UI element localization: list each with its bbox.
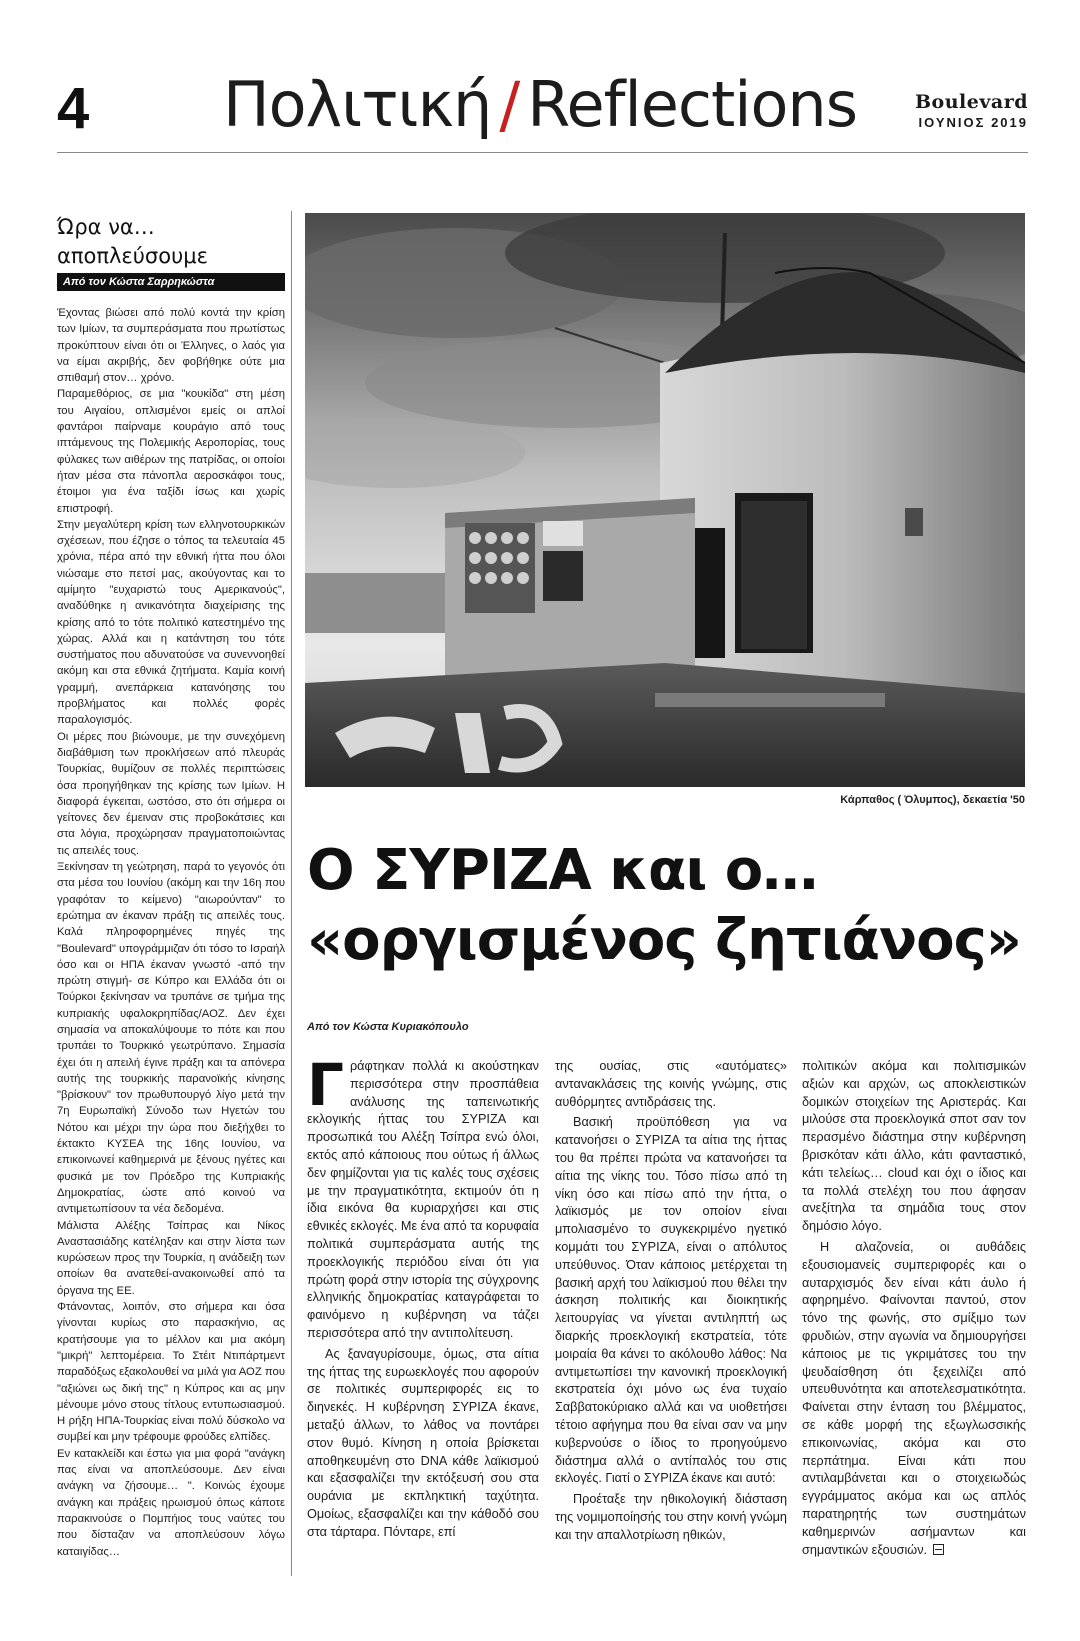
article-paragraph [802,1239,1026,1559]
article-column-2 [555,1058,787,1548]
sidebar-paragraph: Μάλιστα Αλέξης Τσίπρας και Νίκος Αναστασιάδης κατέληξαν και στην λίστα των κυρώσεων προς την Τουρκία, η ανάδειξη των οποίων θα ανατεθεί-ανακοινωθεί από τα όργανα της ΕΕ. [57,1219,285,1297]
sidebar-byline: Από τον Κώστα Σαρρηκώστα [57,273,285,291]
sidebar-paragraph: Φτάνοντας, λοιπόν, στο σήμερα και όσα γίνονται κυρίως στο παρασκήνιο, ας κρατήσουμε για το μέλλον και μια ακόμη "μικρή" λεπτομέρεια. Το Στέιτ Ντιπάρτμεντ παραδόξως εξακολουθεί να μιλά για ΑΟΖ που "αξιώνει ως δική της" η Κύπρος και ας μην μένουμε μόνο στους τίτλους εντυπωσιασμού. Η ρήξη ΗΠΑ-Τουρκίας είναι πολύ δύσκολο να συμβεί και μην τρέφουμε φρούδες ελπίδες. [57,1301,285,1444]
article-paragraph: Βασική προϋπόθεση για να κατανοήσει ο ΣΥΡΙΖΑ τα αίτια της ήττας του θα πρέπει πρώτα να κατανοήσει τα αίτια της νίκης του. Τόσο πίσω από τη νίκη όσο και πίσω από την ήττα, ο λαϊκισμός με τον οποίον είναι μπολιασμένο το συγκεκριμένο ηγετικό κομμάτι του ΣΥΡΙΖΑ, είναι ο απόλυτος υπεύθυνος. Όταν κάποιος μετέρχεται τη βασική αρχή του λαϊκισμού που θέλει την άσκηση πολιτικής και διοικητικής λειτουργίας να γίνεται αντιληπτή ως διαρκής προεκλογική εκστρατεία, τότε μοιραία θα κάνει το ακόλουθο λάθος: Να αντιμετωπίσει την κανονική προεκλογική εκστρατεία όχι μόνο ως ένα τυχαίο Σαββατοκύριακο αλλά και να υιοθετήσει τέτοιο αφήγημα που θα είναι σαν να μην κυβερνούσε ο ίδιος το προηγούμενο διάστημα αλλά ο αντίπαλός του στις εκλογές. Γιατί ο ΣΥΡΙΖΑ έκανε και αυτό: [555,1115,787,1486]
sidebar-paragraph: Εν κατακλείδι και έστω για μια φορά "ανάγκη πας είναι να αποπλεύσουμε. Δεν είναι ανάγκη να ζήσουμε… ". Κοινώς έχουμε ανάγκη και πράξεις ηρωισμού όπως κάποτε παρακινούσε ο Πομπήιος τους ναύτες του που δίσταζαν να αποπλεύσουν λόγω καταιγίδας… [57,1447,285,1558]
article-paragraph: της ουσίας, στις «αυτόματες» αντανακλάσεις της κοινής γνώμης, στις αυθόρμητες αντιδράσεις της. [555,1059,787,1109]
paragraph-text: ράφτηκαν πολλά κι ακούστηκαν περισσότερα στην προσπάθεια ανάλυσης της ταπεινωτικής εκλογικής ήττας του ΣΥΡΙΖΑ και προσωπικά του Αλέξη Τσίπρα ενώ όλοι, εκτός από κάποιους που ούτως ή άλλως δεν φημίζονται για τις καλές τους σχέσεις με την πραγματικότητα, εκτιμούν ότι η ίδια εικόνα θα κυριαρχήσει και στις εθνικές εκλογές. Με ένα από τα κορυφαία πολιτικά συμπεράσματα αυτής της προεκλογικής περιόδου είναι ότι για πρώτη φορά στην ιστορία της σύγχρονης ελληνικής δημοκρατίας καταγράφεται το φαινόμενο η κυβέρνηση να τάζει περισσότερα από την αντιπολίτευση. [307,1059,539,1340]
sidebar-paragraph: Παραμεθόριος, σε μια "κουκίδα" στη μέση του Αιγαίου, οπλισμένοι εμείς οι απλοί φαντάροι παίρναμε κουράγιο από τους ιπτάμενους της Πολεμικής Αεροπορίας, τους φύλακες των αιθέρων της πατρίδας, οι οποίοι ήταν μέσα στα πάνοπλα αεροσκάφοι τους, έτοιμοι για ένα ταξίδι ίσως και χωρίς επιστροφή. [57,388,285,515]
article-paragraph: Ας ξαναγυρίσουμε, όμως, στα αίτια της ήττας της ευρωεκλογές που αφορούν σε πολιτικές συμπεριφορές εις το διηνεκές. Η κυβέρνηση ΣΥΡΙΖΑ έκανε, μεταξύ άλλων, το λάθος να ποντάρει στον θυμό. Κίνηση η οποία βρίσκεται αποθηκευμένη στο DNA κάθε λαϊκισμού και εξασφαλίζει την εκτόξευσή σου στα ουράνια με εκπληκτική ταχύτητα. Ομοίως, εξασφαλίζει και την κάθοδό σου στα τάρταρα. Πόνταρε, επί [307,1346,539,1539]
section-right: Reflections [527,68,858,141]
article-column-3 [802,1058,1026,1562]
photo-caption: Κάρπαθος ( Όλυμπος), δεκαετία '50 [840,794,1025,806]
sidebar-body [57,305,285,1560]
article-paragraph [307,1051,539,1343]
brand-name: Boulevard [915,91,1028,113]
headline-line: Ο ΣΥΡΙΖΑ και ο… [307,838,818,903]
drop-cap: Γ [307,1051,344,1119]
article-column-1 [307,1051,539,1545]
page-number: 4 [57,76,90,141]
paragraph-text: Η αλαζονεία, οι αυθάδεις εξουσιομανείς συμπεριφορές και ο αυταρχισμός δεν είναι κάτι άυλο ή αφηρημένο. Φαίνονται παντού, στον τόνο της φωνής, στο σμίξιμο των φρυδιών, στην αγωνία να δημιουργήσει κάποιος με τις γκριμάτσες του την ψευδαίσθηση ότι ξεχειλίζει από υπευθυνότητα και αποτελεσματικότητα. Φαίνεται στην ένταση του βλέμματος, σε κάθε μορφή της εξωγλωσσικής επικοινωνίας, ακόμα και στο περπάτημα. Είναι κάτι που αντιλαμβάνεται και ο στοιχειωδώς εγγράμματος ακόμα και ως απλός παρατηρητής των συστημάτων καθημερινών ασήμαντων και σημαντικών εξουσιών. [802,1239,1026,1557]
sidebar-article [57,213,285,1560]
issue-date: ΙΟΥΝΙΟΣ 2019 [918,115,1028,130]
section-left: Πολιτική [222,68,492,141]
column-divider [291,211,292,1576]
windmill-photo [305,213,1025,787]
article-paragraph: πολιτικών ακόμα και πολιτισμικών αξιών και αρχών, ως αποκλειστικών δομικών στοιχείων της Αριστεράς. Και μιλούσε στα προεκλογικά σποτ σαν τον περασμένο διάστημα στην κυβέρνηση βρισκόταν κάτι άλλο, κάτι φανταστικό, κάτι τελείως… cloud και όχι ο ίδιος και τα πολλά στελέχη του που άφησαν ανεξίτηλα τα σημάδια τους στον δημόσιο λόγο. [802,1059,1026,1234]
section-separator: / [499,68,520,141]
end-mark-icon [933,1544,944,1555]
sidebar-paragraph: Στην μεγαλύτερη κρίση των ελληνοτουρκικών σχέσεων, που έζησε ο τόπος τα τελευταία 45 χρόνια, πέρα από την εθνική ήττα που όλοι νιώσαμε στο πετσί μας, ακούγοντας και το αμίμητο "ευχαριστώ τους Αμερικανούς", αναδύθηκε η ανικανότητα διαχείρισης της κρίσης από το τότε πολιτικό κατεστημένο της χώρας. Αλλά και η κατάντηση του τότε συστήματος που αδυνατούσε να συνεννοηθεί ακόμη και στα εθνικά ζητήματα. Καμία κοινή γραμμή, ανεπάρκεια κατανόησης του προβλήματος και πολλές φορές παραλογισμός. [57,518,285,727]
article-headline [307,836,1021,976]
header-divider [57,152,1028,153]
sidebar-paragraph: Έχοντας βιώσει από πολύ κοντά την κρίση των Ιμίων, τα συμπεράσματα που πρωτίστως προκύπτουν είναι ότι οι Έλληνες, ο λαός για να είμαι ακριβής, δεν φοβήθηκε ούτε μια σπιθαμή στον… χρόνο. [57,306,285,385]
sidebar-paragraph: Οι μέρες που βιώνουμε, με την συνεχόμενη διαβάθμιση των προκλήσεων από πλευράς Τουρκίας, θυμίζουν σε πολλές περιπτώσεις όσα προηγήθηκαν της κρίσης των Ιμίων. Η διαφορά έγκειται, ωστόσο, στο ότι σήμερα οι γείτονες δεν έμειναν στις προβοκάτσιες και στα λόγια, προχώρησαν πραγματοποιώντας τις απειλές τους. [57,730,285,857]
article-paragraph: Προέταξε την ηθικολογική διάσταση της νομιμοποίησής του στην κοινή γνώμη και την απαλλοτρίωση ηθικών, [555,1492,787,1542]
sidebar-title: Ώρα να… αποπλεύσουμε [57,215,208,268]
masthead [915,91,1028,130]
sidebar-paragraph: Ξεκίνησαν τη γεώτρηση, παρά το γεγονός ότι στα μέσα του Ιουνίου (ακόμη και την 16η που γραφόταν το κείμενο) "αιωρούνταν" το ερώτημα αν έκαναν πράξη τις απειλές τους. Καλά πληροφορημένες πηγές της "Boulevard" υπογράμμιζαν ότι τόσο το Ισραήλ όσο και οι ΗΠΑ έκαναν γνωστό -από την πρώτη στιγμή- σε Κύπρο και Ελλάδα ότι οι Τούρκοι ξεκίνησαν να τρυπάνε σε τμήμα της κυπριακής υφαλοκρηπίδας/ΑΟΖ. Δεν έχει σημασία να αποκαλύψουμε το πότε και που τρυπάει το Τουρκικό γεωτρύπανο. Σημασία έχει ότι η απειλή έγινε πράξη και τα απόνερα αυτής της τουρκικής παρανοϊκής κίνησης "βρίσκουν" τον πρωθυπουργό λίγο μετά την 7η Ευρωπαϊκή Σύνοδο των Ηγετών του Νότου και μέχρι την ώρα που διεξήχθει το έκτακτο ΚΥΣΕΑ της 16ης Ιουνίου, να επικοινωνεί καθημερινά με ξένους ηγέτες και φυσικά με τον Πρόεδρο της Κυπριακής Δημοκρατίας, ώστε από κοινού να αντιμετωπίσουν τα νέα δεδομένα. [57,861,285,1216]
article-byline: Από τον Κώστα Κυριακόπουλο [307,1021,469,1033]
headline-line: «οργισμένος ζητιάνος» [307,908,1021,973]
